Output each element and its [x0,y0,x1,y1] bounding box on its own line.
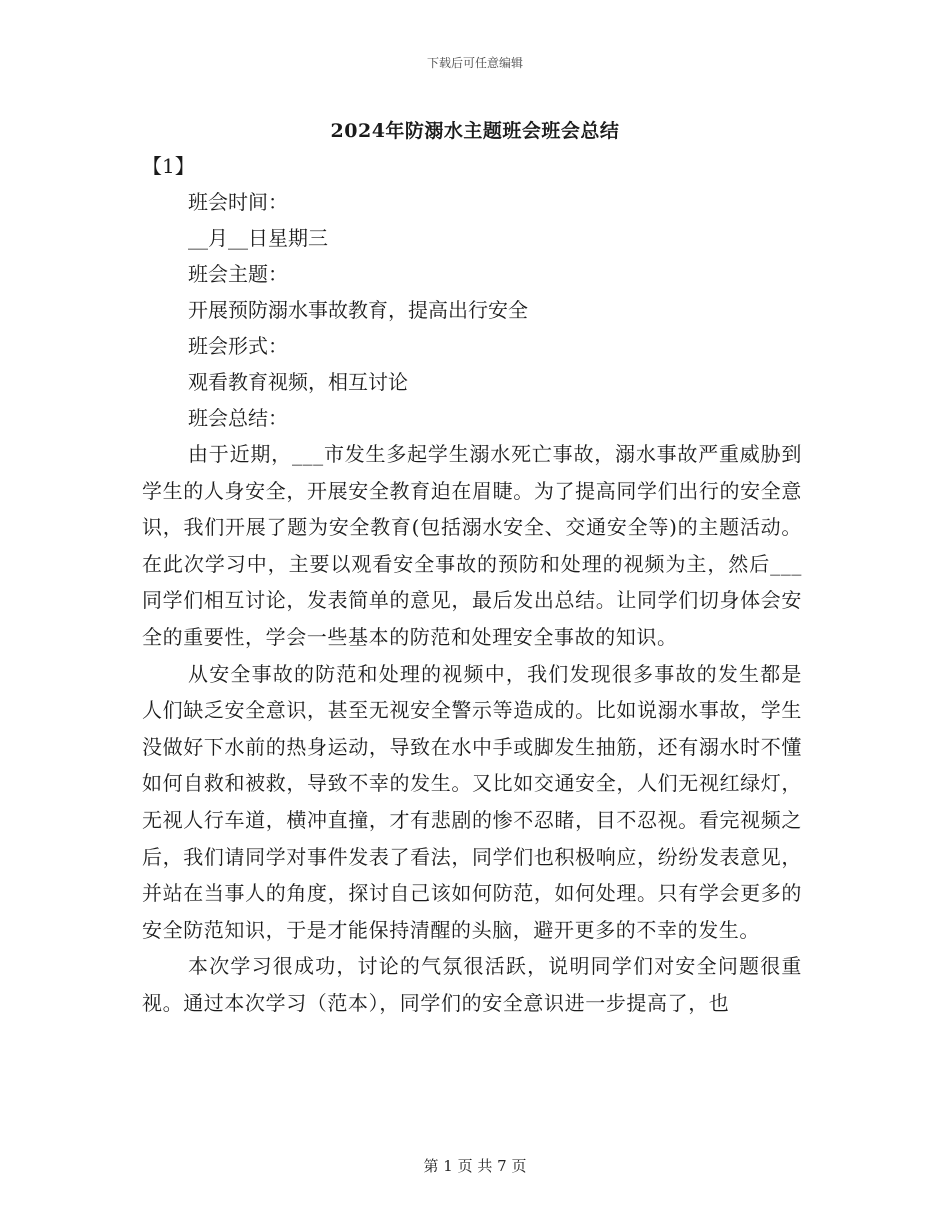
document-title: 2024年防溺水主题班会班会总结 [330,120,620,142]
header-note: 下载后可任意编辑 [426,56,523,70]
theme-label: 班会主题： [188,262,288,286]
theme-value: 开展预防溺水事故教育，提高出行安全 [188,298,528,322]
form-label: 班会形式： [188,334,288,358]
body-paragraph: 从安全事故的防范和处理的视频中，我们发现很多事故的发生都是人们缺乏安全意识，甚至无视安全警示等造成的。比如说溺水事故，学生没做好下水前的热身运动，导致在水中手或脚发生抽筋，还有溺水时不懂如何自救和被救，导致不幸的发生。又比如交通安全，人们无视红绿灯，无视人行车道，横冲直撞，才有悲剧的惨不忍睹，目不忍视。看完视频之后，我们请同学对事件发表了看法，同学们也积极响应，纷纷发表意见，并站在当事人的角度，探讨自己该如何防范，如何处理。只有学会更多的安全防范知识，于是才能保持清醒的头脑，避开更多的不幸的发生。 [142,661,802,942]
summary-label: 班会总结： [188,406,288,430]
body-paragraph: 本次学习很成功，讨论的气氛很活跃，说明同学们对安全问题很重视。通过本次学习（范本），同学们的安全意识进一步提高了，也 [142,954,802,1015]
body-paragraph: 由于近期，___市发生多起学生溺水死亡事故，溺水事故严重威胁到学生的人身安全，开展安全教育迫在眉睫。为了提高同学们出行的安全意识，我们开展了题为安全教育(包括溺水安全、交通安全等)的主题活动。在此次学习中，主要以观看安全事故的预防和处理的视频为主，然后___同学们相互讨论，发表简单的意见，最后发出总结。让同学们切身体会安全的重要性，学会一些基本的防范和处理安全事故的知识。 [142,442,802,649]
section-marker: 【1】 [142,154,195,178]
page-number-footer: 第 1 页 共 7 页 [423,1157,527,1175]
form-value: 观看教育视频，相互讨论 [188,370,408,394]
time-label: 班会时间： [188,190,288,214]
document-body [142,148,802,1022]
time-value: __月__日星期三 [188,226,328,250]
